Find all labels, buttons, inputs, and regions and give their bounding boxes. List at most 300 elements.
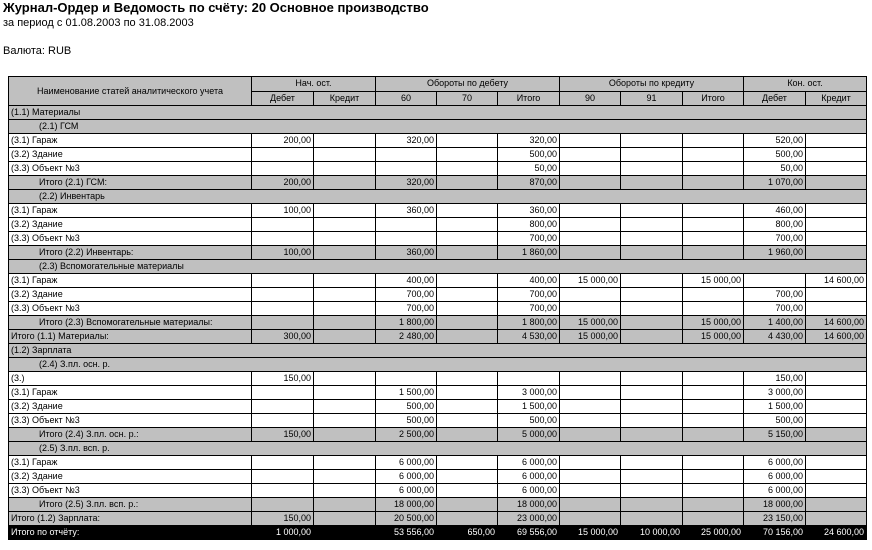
value-cell	[806, 400, 867, 414]
table-row	[9, 400, 867, 414]
value-cell	[314, 512, 376, 526]
value-cell	[683, 148, 744, 162]
value-cell	[560, 456, 621, 470]
value-cell: 1 860,00	[498, 246, 560, 260]
value-cell	[621, 400, 683, 414]
value-cell: 18 000,00	[498, 498, 560, 512]
value-cell	[806, 428, 867, 442]
value-cell: 18 000,00	[376, 498, 437, 512]
value-cell: 15 000,00	[683, 274, 744, 288]
value-cell	[560, 134, 621, 148]
value-cell	[560, 218, 621, 232]
value-cell	[560, 204, 621, 218]
value-cell: 15 000,00	[560, 330, 621, 344]
col-group-debit-turnover: Обороты по дебету	[376, 77, 560, 92]
value-cell	[683, 456, 744, 470]
ledger-body	[9, 106, 867, 540]
col-group-opening: Нач. ост.	[252, 77, 376, 92]
value-cell	[376, 372, 437, 386]
value-cell	[683, 512, 744, 526]
value-cell	[314, 134, 376, 148]
value-cell	[252, 484, 314, 498]
value-cell	[806, 484, 867, 498]
value-cell	[621, 484, 683, 498]
value-cell: 150,00	[252, 372, 314, 386]
value-cell	[252, 400, 314, 414]
value-cell	[252, 414, 314, 428]
row-label: (3.1) Гараж	[9, 386, 252, 400]
value-cell	[621, 176, 683, 190]
value-cell	[621, 386, 683, 400]
value-cell	[806, 288, 867, 302]
value-cell	[314, 302, 376, 316]
value-cell	[314, 218, 376, 232]
value-cell: 200,00	[252, 134, 314, 148]
row-label: (3.1) Гараж	[9, 274, 252, 288]
table-row	[9, 414, 867, 428]
value-cell: 400,00	[498, 274, 560, 288]
value-cell	[683, 302, 744, 316]
value-cell	[683, 498, 744, 512]
value-cell	[252, 232, 314, 246]
subtotal-row	[9, 428, 867, 442]
table-row	[9, 134, 867, 148]
value-cell: 1 800,00	[498, 316, 560, 330]
value-cell: 2 480,00	[376, 330, 437, 344]
row-label: (3.1) Гараж	[9, 204, 252, 218]
value-cell	[252, 386, 314, 400]
value-cell	[314, 288, 376, 302]
value-cell	[437, 428, 498, 442]
row-label: (3.3) Объект №3	[9, 484, 252, 498]
value-cell	[314, 176, 376, 190]
table-row	[9, 372, 867, 386]
value-cell	[560, 428, 621, 442]
value-cell	[683, 470, 744, 484]
row-label: Итого по отчёту:	[9, 526, 252, 540]
value-cell	[560, 512, 621, 526]
value-cell: 15 000,00	[683, 330, 744, 344]
value-cell	[621, 148, 683, 162]
value-cell: 15 000,00	[683, 316, 744, 330]
value-cell	[806, 386, 867, 400]
value-cell	[560, 302, 621, 316]
value-cell	[314, 400, 376, 414]
value-cell	[683, 428, 744, 442]
value-cell	[437, 498, 498, 512]
table-row	[9, 232, 867, 246]
value-cell: 50,00	[744, 162, 806, 176]
value-cell	[314, 232, 376, 246]
value-cell	[560, 484, 621, 498]
row-label: Итого (2.2) Инвентарь:	[9, 246, 252, 260]
value-cell	[560, 148, 621, 162]
value-cell	[560, 232, 621, 246]
value-cell	[806, 148, 867, 162]
value-cell	[621, 456, 683, 470]
value-cell: 1 000,00	[252, 526, 314, 540]
group-label: (2.2) Инвентарь	[9, 190, 867, 204]
value-cell: 15 000,00	[560, 526, 621, 540]
value-cell	[806, 232, 867, 246]
table-row	[9, 274, 867, 288]
value-cell	[806, 246, 867, 260]
value-cell	[806, 302, 867, 316]
value-cell	[314, 246, 376, 260]
group-header-row	[9, 190, 867, 204]
value-cell	[437, 148, 498, 162]
col-group-credit-turnover: Обороты по кредиту	[560, 77, 744, 92]
row-label: (3.3) Объект №3	[9, 302, 252, 316]
value-cell: 460,00	[744, 204, 806, 218]
value-cell	[314, 148, 376, 162]
row-label: Итого (1.2) Зарплата:	[9, 512, 252, 526]
value-cell: 23 000,00	[498, 512, 560, 526]
col-sub-header: 60	[376, 91, 437, 106]
value-cell: 400,00	[376, 274, 437, 288]
subtotal-row	[9, 316, 867, 330]
value-cell	[252, 498, 314, 512]
value-cell: 53 556,00	[376, 526, 437, 540]
row-label: Итого (1.1) Материалы:	[9, 330, 252, 344]
col-sub-header: 70	[437, 91, 498, 106]
value-cell: 150,00	[252, 512, 314, 526]
value-cell	[437, 456, 498, 470]
value-cell	[806, 414, 867, 428]
value-cell: 24 600,00	[806, 526, 867, 540]
value-cell	[376, 232, 437, 246]
value-cell: 6 000,00	[376, 484, 437, 498]
value-cell	[252, 456, 314, 470]
value-cell	[314, 526, 376, 540]
value-cell: 6 000,00	[376, 456, 437, 470]
value-cell	[437, 316, 498, 330]
value-cell	[621, 232, 683, 246]
value-cell: 650,00	[437, 526, 498, 540]
subtotal-row	[9, 176, 867, 190]
value-cell	[683, 484, 744, 498]
value-cell	[314, 162, 376, 176]
col-sub-header: Итого	[498, 91, 560, 106]
row-label: (3.3) Объект №3	[9, 232, 252, 246]
value-cell: 14 600,00	[806, 274, 867, 288]
value-cell: 23 150,00	[744, 512, 806, 526]
value-cell	[806, 162, 867, 176]
value-cell: 15 000,00	[560, 274, 621, 288]
value-cell	[314, 470, 376, 484]
value-cell	[437, 204, 498, 218]
value-cell: 6 000,00	[498, 470, 560, 484]
row-label: (3.2) Здание	[9, 288, 252, 302]
value-cell: 200,00	[252, 176, 314, 190]
value-cell: 520,00	[744, 134, 806, 148]
report-currency: Валюта: RUB	[3, 45, 72, 57]
value-cell	[560, 498, 621, 512]
row-label: (3.2) Здание	[9, 400, 252, 414]
value-cell	[560, 246, 621, 260]
value-cell: 4 530,00	[498, 330, 560, 344]
table-row	[9, 204, 867, 218]
value-cell: 2 500,00	[376, 428, 437, 442]
value-cell	[560, 414, 621, 428]
group-header-row	[9, 260, 867, 274]
value-cell	[252, 302, 314, 316]
value-cell	[437, 162, 498, 176]
value-cell	[437, 470, 498, 484]
value-cell: 700,00	[744, 288, 806, 302]
value-cell	[806, 134, 867, 148]
value-cell	[252, 218, 314, 232]
value-cell	[437, 330, 498, 344]
value-cell: 700,00	[744, 232, 806, 246]
value-cell	[806, 456, 867, 470]
value-cell	[314, 484, 376, 498]
value-cell: 10 000,00	[621, 526, 683, 540]
value-cell: 700,00	[376, 288, 437, 302]
value-cell	[560, 400, 621, 414]
value-cell	[252, 316, 314, 330]
value-cell	[621, 470, 683, 484]
value-cell	[252, 288, 314, 302]
value-cell: 1 800,00	[376, 316, 437, 330]
value-cell	[560, 176, 621, 190]
value-cell	[806, 218, 867, 232]
value-cell: 360,00	[498, 204, 560, 218]
value-cell: 1 400,00	[744, 316, 806, 330]
value-cell	[314, 274, 376, 288]
value-cell: 500,00	[744, 148, 806, 162]
row-label: (3.)	[9, 372, 252, 386]
col-sub-header: 91	[621, 91, 683, 106]
value-cell	[806, 498, 867, 512]
value-cell	[437, 512, 498, 526]
value-cell: 150,00	[744, 372, 806, 386]
value-cell	[683, 176, 744, 190]
value-cell	[314, 204, 376, 218]
value-cell: 3 000,00	[498, 386, 560, 400]
value-cell: 14 600,00	[806, 330, 867, 344]
value-cell	[314, 414, 376, 428]
value-cell	[683, 232, 744, 246]
value-cell: 800,00	[498, 218, 560, 232]
value-cell	[621, 204, 683, 218]
table-row	[9, 386, 867, 400]
value-cell: 1 500,00	[376, 386, 437, 400]
value-cell: 320,00	[376, 134, 437, 148]
value-cell: 14 600,00	[806, 316, 867, 330]
value-cell: 5 000,00	[498, 428, 560, 442]
value-cell	[621, 218, 683, 232]
value-cell	[314, 428, 376, 442]
value-cell	[437, 246, 498, 260]
value-cell: 300,00	[252, 330, 314, 344]
value-cell: 20 500,00	[376, 512, 437, 526]
value-cell	[683, 400, 744, 414]
group-label: (2.5) З.пл. всп. р.	[9, 442, 867, 456]
value-cell	[683, 134, 744, 148]
value-cell: 500,00	[376, 400, 437, 414]
col-header-name: Наименование статей аналитического учета	[9, 77, 252, 106]
value-cell	[560, 470, 621, 484]
row-label: Итого (2.1) ГСМ:	[9, 176, 252, 190]
row-label: Итого (2.3) Вспомогательные материалы:	[9, 316, 252, 330]
value-cell	[314, 330, 376, 344]
value-cell	[744, 274, 806, 288]
value-cell: 500,00	[744, 414, 806, 428]
value-cell	[806, 176, 867, 190]
value-cell	[437, 134, 498, 148]
value-cell: 1 960,00	[744, 246, 806, 260]
value-cell	[437, 274, 498, 288]
value-cell: 320,00	[376, 176, 437, 190]
value-cell	[437, 400, 498, 414]
value-cell	[683, 414, 744, 428]
value-cell: 69 556,00	[498, 526, 560, 540]
row-label: (3.2) Здание	[9, 470, 252, 484]
value-cell: 6 000,00	[376, 470, 437, 484]
table-row	[9, 288, 867, 302]
value-cell: 500,00	[376, 414, 437, 428]
value-cell	[683, 372, 744, 386]
value-cell: 6 000,00	[744, 470, 806, 484]
value-cell	[437, 484, 498, 498]
value-cell: 70 156,00	[744, 526, 806, 540]
value-cell	[314, 456, 376, 470]
row-label: (3.3) Объект №3	[9, 414, 252, 428]
value-cell	[252, 148, 314, 162]
subtotal-row	[9, 498, 867, 512]
value-cell: 500,00	[498, 148, 560, 162]
value-cell	[621, 162, 683, 176]
value-cell	[252, 274, 314, 288]
value-cell	[683, 162, 744, 176]
row-label: Итого (2.4) З.пл. осн. р.:	[9, 428, 252, 442]
value-cell	[560, 162, 621, 176]
col-sub-header: Дебет	[744, 91, 806, 106]
group-header-row	[9, 442, 867, 456]
value-cell: 4 430,00	[744, 330, 806, 344]
value-cell: 3 000,00	[744, 386, 806, 400]
value-cell: 5 150,00	[744, 428, 806, 442]
value-cell	[621, 372, 683, 386]
value-cell: 15 000,00	[560, 316, 621, 330]
value-cell	[560, 372, 621, 386]
report-period: за период с 01.08.2003 по 31.08.2003	[3, 17, 194, 29]
value-cell	[437, 232, 498, 246]
value-cell	[621, 512, 683, 526]
subtotal-row	[9, 512, 867, 526]
value-cell	[621, 414, 683, 428]
subtotal-row	[9, 246, 867, 260]
table-row	[9, 456, 867, 470]
value-cell	[560, 288, 621, 302]
col-sub-header: Кредит	[806, 91, 867, 106]
value-cell: 1 500,00	[744, 400, 806, 414]
value-cell	[806, 204, 867, 218]
value-cell: 6 000,00	[498, 456, 560, 470]
report-title: Журнал-Ордер и Ведомость по счёту: 20 Основное производство	[3, 0, 429, 15]
col-group-closing: Кон. ост.	[744, 77, 867, 92]
value-cell: 700,00	[498, 302, 560, 316]
col-sub-header: Дебет	[252, 91, 314, 106]
value-cell: 6 000,00	[498, 484, 560, 498]
col-sub-header: Итого	[683, 91, 744, 106]
table-row	[9, 484, 867, 498]
value-cell: 500,00	[498, 414, 560, 428]
group-label: (2.4) З.пл. осн. р.	[9, 358, 867, 372]
value-cell	[252, 470, 314, 484]
value-cell	[621, 428, 683, 442]
col-sub-header: Кредит	[314, 91, 376, 106]
value-cell	[437, 372, 498, 386]
table-row	[9, 148, 867, 162]
value-cell	[252, 162, 314, 176]
row-label: Итого (2.5) З.пл. всп. р.:	[9, 498, 252, 512]
value-cell: 6 000,00	[744, 484, 806, 498]
value-cell	[376, 148, 437, 162]
value-cell: 1 070,00	[744, 176, 806, 190]
value-cell: 150,00	[252, 428, 314, 442]
value-cell	[376, 162, 437, 176]
row-label: (3.3) Объект №3	[9, 162, 252, 176]
value-cell	[437, 288, 498, 302]
value-cell	[683, 288, 744, 302]
value-cell	[437, 302, 498, 316]
group-label: (2.3) Вспомогательные материалы	[9, 260, 867, 274]
value-cell: 25 000,00	[683, 526, 744, 540]
value-cell	[621, 288, 683, 302]
row-label: (3.1) Гараж	[9, 134, 252, 148]
value-cell: 320,00	[498, 134, 560, 148]
col-sub-header: 90	[560, 91, 621, 106]
value-cell: 700,00	[376, 302, 437, 316]
value-cell: 800,00	[744, 218, 806, 232]
value-cell	[621, 274, 683, 288]
value-cell	[621, 246, 683, 260]
value-cell	[437, 386, 498, 400]
value-cell: 1 500,00	[498, 400, 560, 414]
ledger-table	[8, 76, 867, 540]
value-cell: 50,00	[498, 162, 560, 176]
value-cell	[314, 372, 376, 386]
group-header-row	[9, 120, 867, 134]
value-cell	[806, 512, 867, 526]
value-cell	[683, 218, 744, 232]
grand-total-row	[9, 526, 867, 540]
value-cell: 700,00	[498, 232, 560, 246]
table-row	[9, 218, 867, 232]
value-cell	[437, 218, 498, 232]
value-cell	[376, 218, 437, 232]
value-cell	[437, 176, 498, 190]
row-label: (3.2) Здание	[9, 218, 252, 232]
value-cell	[683, 204, 744, 218]
value-cell	[498, 372, 560, 386]
group-header-row	[9, 106, 867, 120]
group-label: (2.1) ГСМ	[9, 120, 867, 134]
table-row	[9, 162, 867, 176]
value-cell	[621, 302, 683, 316]
value-cell	[621, 330, 683, 344]
value-cell: 700,00	[744, 302, 806, 316]
value-cell: 18 000,00	[744, 498, 806, 512]
group-header-row	[9, 344, 867, 358]
value-cell	[683, 246, 744, 260]
table-row	[9, 470, 867, 484]
value-cell: 870,00	[498, 176, 560, 190]
group-label: (1.2) Зарплата	[9, 344, 867, 358]
value-cell	[806, 470, 867, 484]
